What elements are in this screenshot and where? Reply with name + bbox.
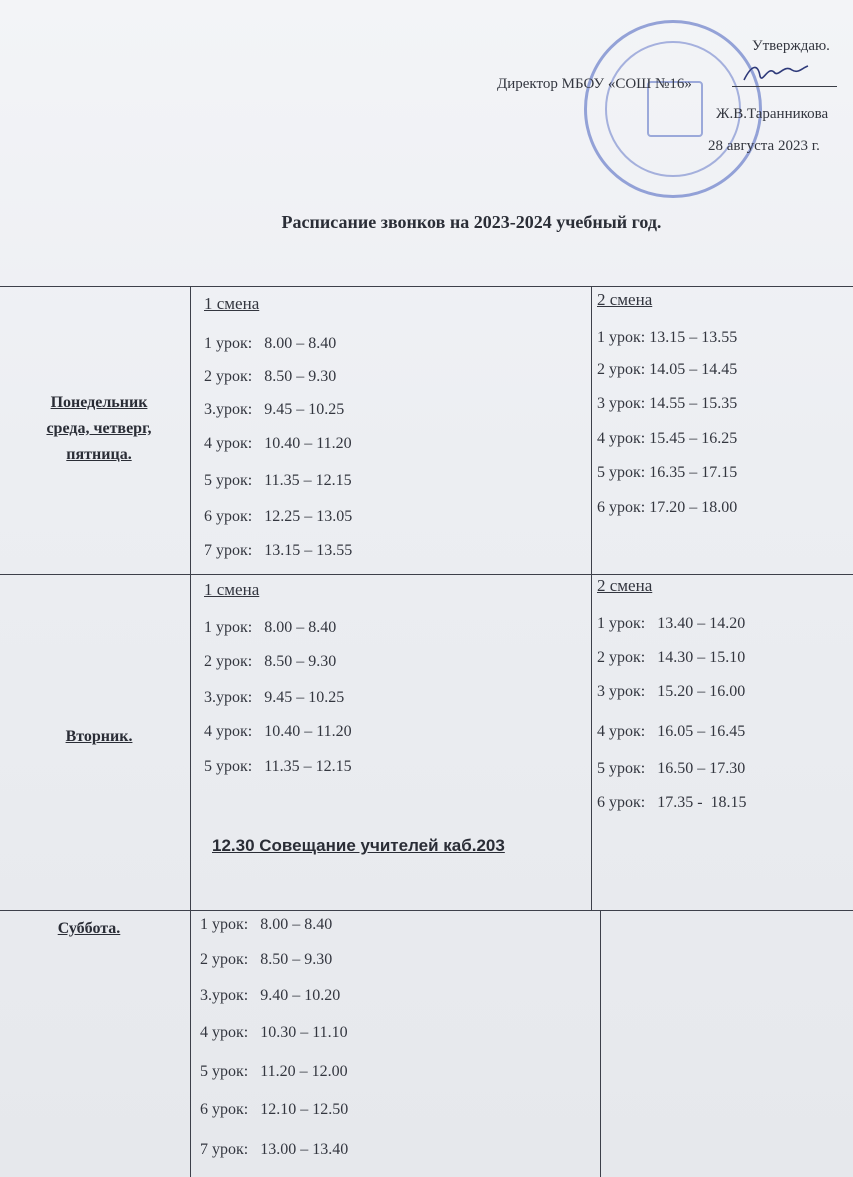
lesson-time: 3.урок: 9.40 – 10.20 (200, 987, 341, 1004)
lesson-time: 2 урок: 8.50 – 9.30 (200, 951, 333, 968)
lesson-time: 4 урок: 15.45 – 16.25 (597, 430, 738, 447)
lesson-time: 4 урок: 10.30 – 11.10 (200, 1024, 348, 1041)
lesson-time: 4 урок: 16.05 – 16.45 (597, 723, 746, 740)
lesson-time: 2 урок: 8.50 – 9.30 (204, 368, 337, 385)
lesson-time: 6 урок: 12.25 – 13.05 (204, 508, 353, 525)
lesson-time: 1 урок: 13.40 – 14.20 (597, 615, 746, 632)
day-label-saturday: Суббота. (57, 920, 121, 937)
signature-line (732, 86, 837, 87)
lesson-time: 5 урок: 11.20 – 12.00 (200, 1063, 348, 1080)
lesson-time: 4 урок: 10.40 – 11.20 (204, 435, 352, 452)
lesson-time: 3 урок: 14.55 – 15.35 (597, 395, 738, 412)
row-divider (0, 574, 853, 575)
lesson-time: 2 урок: 8.50 – 9.30 (204, 653, 337, 670)
lesson-time: 3.урок: 9.45 – 10.25 (204, 401, 345, 418)
day-label-mon-wed-thu-fri: Понедельник среда, четверг, пятница. (46, 394, 152, 463)
lesson-time: 7 урок: 13.15 – 13.55 (204, 542, 353, 559)
lesson-time: 1 урок: 8.00 – 8.40 (204, 619, 337, 636)
approval-name: Ж.В.Таранникова (716, 106, 829, 122)
lesson-time: 6 урок: 17.35 - 18.15 (597, 794, 747, 811)
approval-director: Директор МБОУ «СОШ №16» (497, 76, 692, 92)
column-divider (591, 286, 592, 910)
signature-mark (740, 58, 810, 88)
shift-2-heading: 2 смена (597, 576, 653, 595)
lesson-time: 1 урок: 13.15 – 13.55 (597, 329, 738, 346)
lesson-time: 5 урок: 16.50 – 17.30 (597, 760, 746, 777)
lesson-time: 6 урок: 17.20 – 18.00 (597, 499, 738, 516)
table-border-top (0, 286, 853, 287)
shift-1-heading: 1 смена (204, 580, 260, 599)
shift-1-heading: 1 смена (204, 294, 260, 313)
lesson-time: 4 урок: 10.40 – 11.20 (204, 723, 352, 740)
teachers-meeting-note: 12.30 Совещание учителей каб.203 (212, 836, 505, 855)
lesson-time: 6 урок: 12.10 – 12.50 (200, 1101, 349, 1118)
approval-title: Утверждаю. (752, 38, 830, 54)
lesson-time: 3.урок: 9.45 – 10.25 (204, 689, 345, 706)
lesson-time: 3 урок: 15.20 – 16.00 (597, 683, 746, 700)
lesson-time: 5 урок: 16.35 – 17.15 (597, 464, 738, 481)
row-divider (0, 910, 853, 911)
lesson-time: 2 урок: 14.05 – 14.45 (597, 361, 738, 378)
lesson-time: 2 урок: 14.30 – 15.10 (597, 649, 746, 666)
column-divider (190, 286, 191, 1177)
lesson-time: 1 урок: 8.00 – 8.40 (204, 335, 337, 352)
column-divider (600, 910, 601, 1177)
lesson-time: 1 урок: 8.00 – 8.40 (200, 916, 333, 933)
day-label-tuesday: Вторник. (65, 728, 133, 745)
lesson-time: 5 урок: 11.35 – 12.15 (204, 758, 352, 775)
shift-2-heading: 2 смена (597, 290, 653, 309)
lesson-time: 5 урок: 11.35 – 12.15 (204, 472, 352, 489)
lesson-time: 7 урок: 13.00 – 13.40 (200, 1141, 349, 1158)
approval-date: 28 августа 2023 г. (708, 138, 820, 154)
document-title: Расписание звонков на 2023-2024 учебный год. (281, 212, 662, 232)
